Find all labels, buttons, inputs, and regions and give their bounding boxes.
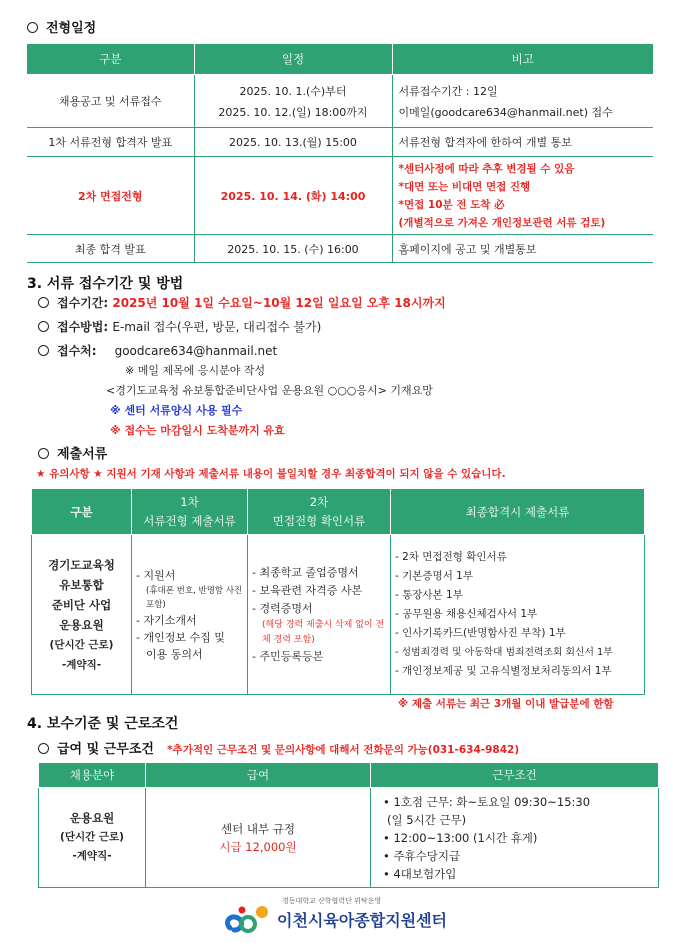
circle-bullet-icon (38, 743, 49, 754)
submission-place: 접수처: goodcare634@hanmail.net (38, 342, 277, 359)
deadline-note: ※ 접수는 마감일시 도착분까지 유효 (110, 424, 285, 437)
table-row: 2차 면접전형 2025. 10. 14. (화) 14:00 *센터사정에 따라 추후 변경될 수 있음 *대면 또는 비대면 면접 진행 *면접 10분 전 도착 必 (개별적으로 가져온 개인정보관련 서류 검토) (27, 157, 653, 235)
section4-title: 4. 보수기준 및 근로조건 (27, 716, 179, 732)
mail-subject-note: <경기도교육청 유보통합준비단사업 운용요원 ○○○응시> 기재요망 (106, 384, 433, 397)
table-header: 구분 (27, 44, 194, 75)
table-header: 구분 (32, 489, 132, 535)
circle-bullet-icon (38, 448, 49, 459)
table-header: 채용분야 (39, 763, 146, 788)
table-row: 경기도교육청 유보통합 준비단 사업 운용요원 (단시간 근로) -계약직- - 지원서 (휴대폰 번호, 반명함 사진 포함) - 자기소개서 - 개인정보 수집 및 이용 동의서 - 최종학교 졸업증명서 - 보육관련 자격증 사본 - 경력증명서 (해당 경력 제출시 삭제 없이 전체 경력 포함) - 주민등록등본 - 2차 면접전형 확인서류 - 기본증명서 1부 - 통장사본 1부 - 공무원용 채용신체검사서 1부 - 인사기록카드(반명함사진 부착) 1부 - 성범죄경력 및 아동학대 범죄전력조회 회신서 1부 - 개인정보제공 및 고유식별정보처리동의서 1부 (32, 535, 645, 695)
table-header: 비고 (392, 44, 653, 75)
table-row: 운용요원 (단시간 근로) -계약직- 센터 내부 규정 시급 12,000원 • 1호점 근무: 화~토요일 09:30~15:30 (일 5시간 근무) • 12:00~13:00 (1시간 휴게) • 주휴수당지급 • 4대보험가입 (39, 788, 659, 888)
circle-bullet-icon (27, 22, 38, 33)
form-required-note: ※ 센터 서류양식 사용 필수 (110, 404, 243, 417)
circle-bullet-icon (38, 321, 49, 332)
table-header: 2차 면접전형 확인서류 (248, 489, 391, 535)
section3-title: 3. 서류 접수기간 및 방법 (27, 276, 184, 292)
center-logo (222, 894, 452, 942)
mail-note: ※ 메일 제목에 응시분야 작성 (125, 364, 266, 377)
table-header: 최종합격시 제출서류 (391, 489, 645, 535)
submission-method: 접수방법: E-mail 접수(우편, 방문, 대리접수 불가) (38, 318, 321, 335)
org-name-text: 이천시육아종합지원센터 (277, 911, 448, 930)
warning-text: ★ 유의사항 ★ 지원서 기재 사항과 제출서류 내용이 불일치할 경우 최종합격이 되지 않을 수 있습니다. (36, 468, 506, 480)
table-header: 1차 서류전형 제출서류 (132, 489, 248, 535)
section1-title: 전형일정 (27, 17, 96, 36)
org-small-text: 경동대학교 산학협력단 위탁운영 (282, 897, 382, 905)
table-header: 급여 (146, 763, 371, 788)
submission-period: 접수기간: 2025년 10월 1일 수요일~10월 12일 일요일 오후 18시까지 (38, 294, 446, 311)
table-header: 일정 (194, 44, 392, 75)
pay-table (38, 762, 659, 888)
schedule-table (27, 43, 653, 263)
logo-mark-icon (222, 900, 272, 940)
table-header: 근무조건 (371, 763, 659, 788)
documents-footnote: ※ 제출 서류는 최근 3개월 이내 발급분에 한함 (398, 698, 614, 710)
table-row: 1차 서류전형 합격자 발표 2025. 10. 13.(월) 15:00 서류전형 합격자에 한하여 개별 통보 (27, 128, 653, 157)
circle-bullet-icon (38, 297, 49, 308)
circle-bullet-icon (38, 345, 49, 356)
pay-subtitle: 급여 및 근무조건 *추가적인 근무조건 및 문의사항에 대해서 전화문의 가능(031-634-9842) (38, 738, 519, 757)
docs-title: 제출서류 (38, 443, 107, 462)
documents-table (31, 488, 645, 695)
table-row: 최종 합격 발표 2025. 10. 15. (수) 16:00 홈페이지에 공고 및 개별통보 (27, 235, 653, 263)
table-row: 채용공고 및 서류접수 2025. 10. 1.(수)부터 2025. 10. 12.(일) 18:00까지 서류접수기간 : 12일 이메일(goodcare634@hanmail.net) 접수 (27, 75, 653, 128)
